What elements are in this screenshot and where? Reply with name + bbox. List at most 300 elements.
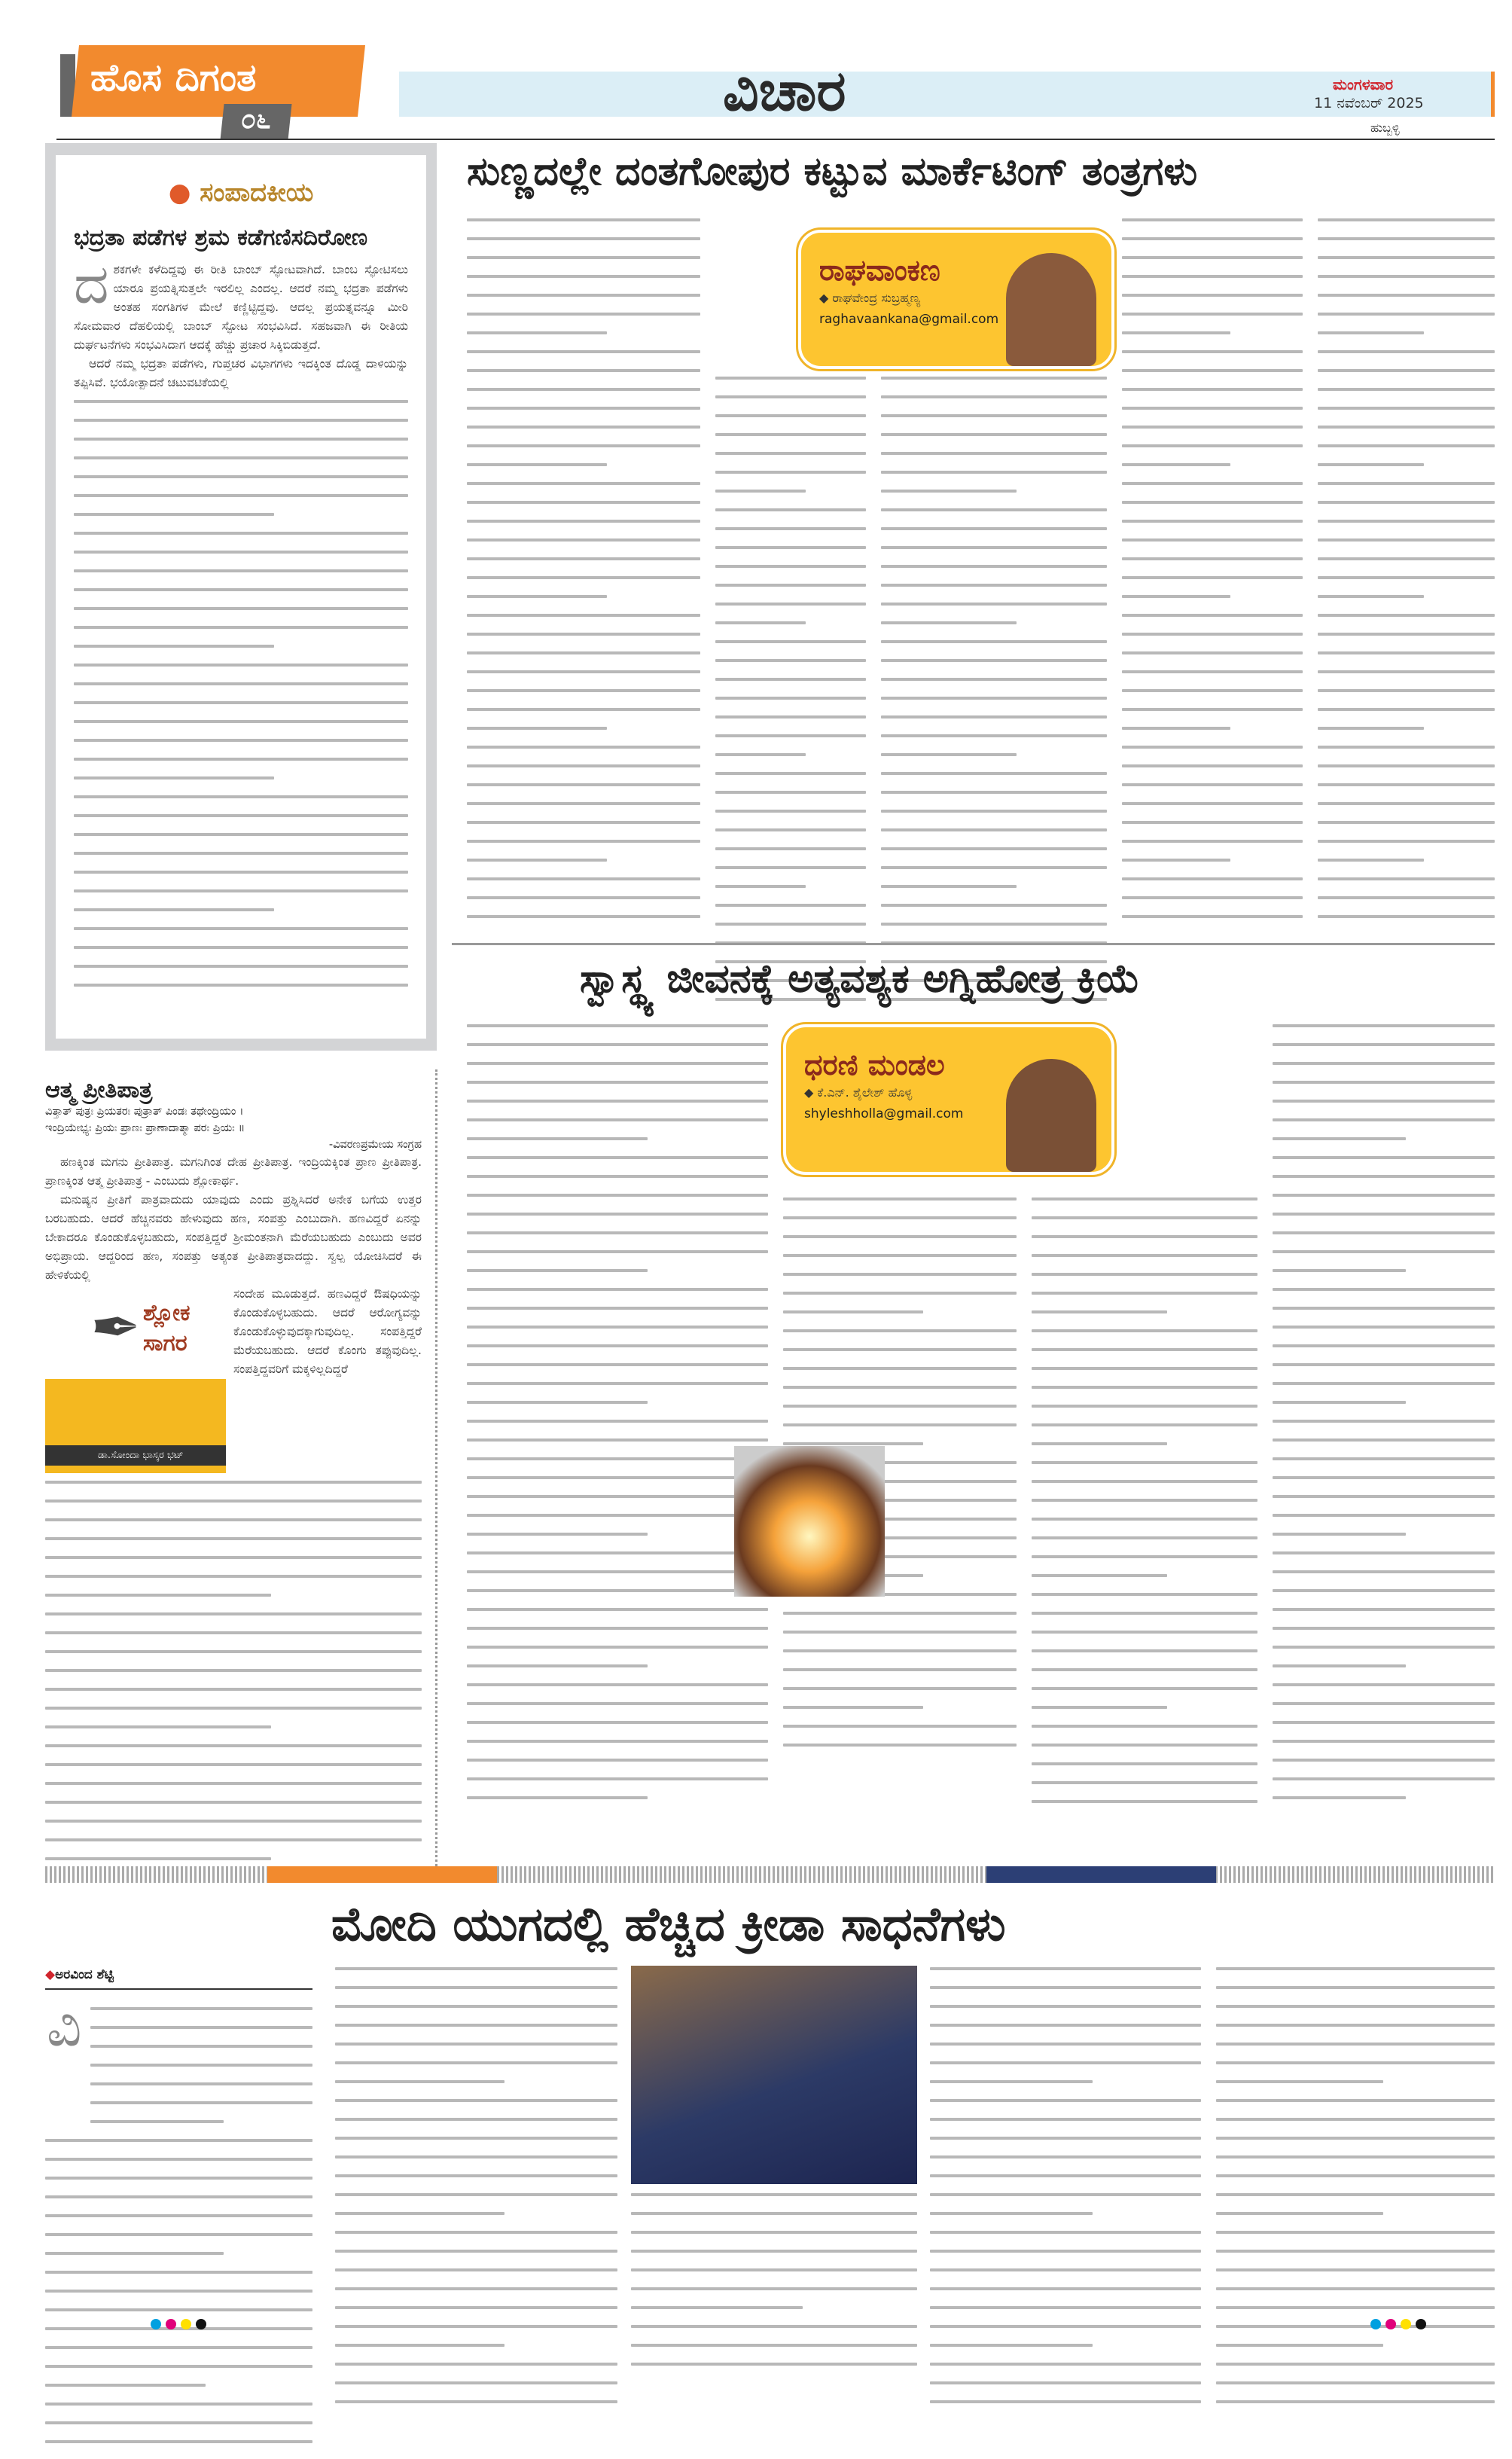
columnist-card <box>798 230 1114 369</box>
text-line <box>1032 1574 1167 1577</box>
text-line <box>467 764 700 767</box>
text-line <box>335 2099 617 2102</box>
text-line <box>335 2306 617 2309</box>
text-line <box>1318 331 1424 334</box>
text-line <box>467 1683 768 1686</box>
text-line <box>783 1197 1017 1201</box>
text-line <box>881 772 1107 775</box>
text-line <box>1273 1570 1495 1573</box>
header-rule <box>56 139 1495 140</box>
text-line <box>1318 915 1495 918</box>
text-line <box>1216 2212 1383 2215</box>
text-line <box>715 377 866 380</box>
text-line <box>467 1551 768 1554</box>
text-line <box>467 482 700 485</box>
text-line <box>715 414 866 417</box>
text-line <box>467 1175 768 1178</box>
text-line <box>1122 689 1303 692</box>
text-line <box>74 984 408 987</box>
lamp-icon: ● <box>168 178 191 208</box>
text-line <box>1122 350 1303 353</box>
text-line <box>1273 1382 1495 1385</box>
article1-headline: ಸುಣ್ಣದಲ್ಲೇ ದಂತಗೋಪುರ ಕಟ್ಟುವ ಮಾರ್ಕೆಟಿಂಗ್ ತಂತ್ರಗಳು <box>467 149 1198 194</box>
text-line <box>1273 1081 1495 1084</box>
text-line <box>1122 294 1303 297</box>
text-line <box>881 810 1107 813</box>
text-line <box>930 2061 1201 2064</box>
text-line <box>1216 2268 1495 2271</box>
text-line <box>74 852 408 855</box>
text-line <box>930 2174 1201 2177</box>
editorial-headline: ಭದ್ರತಾ ಪಡೆಗಳ ಶ್ರಮ ಕಡೆಗಣಿಸದಿರೋಣ <box>74 224 368 251</box>
text-line <box>74 965 408 968</box>
text-line <box>74 739 408 742</box>
text-line <box>930 2080 1093 2083</box>
body-text-column <box>631 2193 917 2381</box>
text-line <box>783 1367 1017 1370</box>
text-line <box>930 2268 1201 2271</box>
text-line <box>1122 727 1230 730</box>
text-line <box>1032 1536 1257 1539</box>
text-line <box>631 2193 917 2196</box>
text-line <box>1122 444 1303 447</box>
text-line <box>1216 2024 1495 2027</box>
agnihotra-photo <box>734 1446 885 1597</box>
text-line <box>1318 388 1495 391</box>
body-text-column <box>45 1481 422 1879</box>
newspaper-logo <box>45 45 399 139</box>
text-line <box>1318 708 1495 711</box>
text-line <box>930 2043 1201 2046</box>
text-line <box>930 2325 1201 2328</box>
text-line <box>715 715 866 718</box>
text-line <box>1273 1551 1495 1554</box>
text-line <box>1273 1796 1406 1799</box>
text-line <box>45 1556 422 1559</box>
text-line <box>1216 2099 1495 2102</box>
text-line <box>335 2005 617 2008</box>
registration-dots <box>1370 2318 1431 2332</box>
text-line <box>467 708 700 711</box>
text-line <box>335 1967 617 1970</box>
text-line <box>467 576 700 579</box>
text-line <box>1032 1329 1257 1332</box>
orange-bar <box>267 1866 497 1883</box>
text-line <box>74 758 408 761</box>
text-line <box>467 802 700 805</box>
text-line <box>467 1438 768 1442</box>
text-line <box>1318 369 1495 372</box>
text-line <box>1318 538 1495 542</box>
text-line <box>1273 1231 1495 1234</box>
editorial-body: ದಶಕಗಳೇ ಕಳೆದಿದ್ದವು ಈ ರೀತಿ ಬಾಂಬ್ ಸ್ಫೋಟವಾಗಿದೆ. ಬಾಂಬ ಸ್ಫೋಟಿಸಲು ಯಾರೂ ಪ್ರಯತ್ನಿಸುತ್ತಲೇ ಇರಲಿಲ್ಲ ಎಂದಲ್ಲ. ಆದರೆ ನಮ್ಮ ಭದ್ರತಾ ಪಡೆಗಳು ಅಂತಹ ಸಂಗತಿಗಳ ಮೇಲೆ ಕಣ್ಣಿಟ್ಟಿದ್ದವು. ಆದಲ್ಲ ಪ್ರಯತ್ನವನ್ನೂ ಮೀರಿ ಸೋಮವಾರ ದೆಹಲಿಯಲ್ಲಿ ಬಾಂಬ್ ಸ್ಫೋಟ ಸಂಭವಿಸಿದೆ. ಸಹಜವಾಗಿ ಈ ರೀತಿಯ ದುರ್ಘಟನೆಗಳು ಸಂಭವಿಸಿದಾಗ ಆದಕ್ಕೆ ಹೆಚ್ಚು ಪ್ರಚಾರ ಸಿಕ್ಕಿಬಿಡುತ್ತದೆ. ಆದರೆ ನಮ್ಮ ಭದ್ರತಾ ಪಡೆಗಳು, ಗುಪ್ತಚರ ವಿಭಾಗಗಳು ಇದಕ್ಕಿಂತ ದೊಡ್ಡ ದಾಳಿಯನ್ನು ತಪ್ಪಿಸಿವೆ. ಭಯೋತ್ಪಾದನೆ ಚಟುವಟಿಕೆಯಲ್ಲಿ <box>74 252 408 389</box>
text-line <box>467 520 700 523</box>
text-line <box>1032 1480 1257 1483</box>
verse-line: ಇಂದ್ರಿಯೇಭ್ಯಃ ಪ್ರಿಯಃ ಪ್ರಾಣಃ ಪ್ರಾಣಾದಾತ್ಮಾ ಪರಃ ಪ್ರಿಯಃ ॥ <box>45 1122 245 1134</box>
text-line <box>881 791 1107 794</box>
text-line <box>715 772 866 775</box>
body-text-column <box>1032 1197 1257 1819</box>
text-line <box>715 866 866 869</box>
text-line <box>1122 708 1303 711</box>
text-line <box>1318 501 1495 504</box>
text-line <box>467 633 700 636</box>
body-text-column <box>467 218 700 934</box>
text-line <box>45 1763 422 1766</box>
text-line <box>715 546 866 549</box>
text-line <box>930 2287 1201 2290</box>
text-line <box>45 2403 312 2406</box>
text-line <box>1032 1348 1257 1351</box>
text-line <box>783 1235 1017 1238</box>
author-name: ◆ ಕೆ.ಎನ್. ಶೈಲೇಶ್ ಹೊಳ್ಳ <box>804 1085 913 1100</box>
text-line <box>45 1707 422 1710</box>
text-line <box>467 1118 768 1121</box>
text-line <box>1216 2137 1495 2140</box>
text-line <box>1216 2250 1495 2253</box>
text-line <box>1318 407 1495 410</box>
text-line <box>1032 1499 1257 1502</box>
text-line <box>45 1820 422 1823</box>
text-line <box>881 715 1107 718</box>
text-line <box>1273 1476 1495 1479</box>
text-line <box>715 471 866 474</box>
text-line <box>1122 256 1303 259</box>
text-line <box>930 2231 1201 2234</box>
text-line <box>1318 821 1495 824</box>
text-line <box>74 588 408 591</box>
body-text-column <box>930 1967 1201 2419</box>
text-line <box>881 866 1107 869</box>
text-line <box>715 527 866 530</box>
author-email[interactable]: raghavaankana@gmail.com <box>819 312 999 327</box>
author-photo <box>1006 1059 1096 1172</box>
text-line <box>467 896 700 899</box>
text-line <box>1273 1344 1495 1347</box>
text-line <box>1122 783 1303 786</box>
paper-name: ಹೊಸ ದಿಗಂತ <box>90 56 257 99</box>
shloka-headline: ಆತ್ಮ ಪ್ರೀತಿಪಾತ್ರ <box>45 1077 153 1103</box>
text-line <box>467 595 607 598</box>
body-text-column <box>467 1024 768 1815</box>
text-line <box>715 508 866 511</box>
text-line <box>467 1137 648 1140</box>
text-line <box>881 414 1107 417</box>
editorial-label: ● ಸಂಪಾದಕೀಯ <box>168 178 314 208</box>
text-line <box>1273 1024 1495 1027</box>
text-line <box>1122 802 1303 805</box>
text-line <box>45 1669 422 1672</box>
text-line <box>1122 576 1303 579</box>
text-line <box>1122 501 1303 504</box>
text-line <box>1273 1401 1406 1404</box>
text-line <box>1318 520 1495 523</box>
text-line <box>45 1537 422 1540</box>
text-line <box>335 2155 617 2158</box>
text-line <box>335 2118 617 2121</box>
text-line <box>467 369 700 372</box>
text-line <box>715 828 866 831</box>
text-line <box>1032 1762 1257 1765</box>
text-line <box>45 1575 422 1578</box>
text-line <box>1273 1664 1406 1667</box>
verse-line: ವಿತ್ತಾತ್ ಪುತ್ರಃ ಪ್ರಿಯತರಃ ಪುತ್ರಾತ್ ಪಿಂಡಃ ತಥೇಂದ್ರಿಯಂ । <box>45 1106 244 1118</box>
text-line <box>715 885 806 888</box>
text-line <box>467 407 700 410</box>
text-line <box>783 1405 1017 1408</box>
text-line <box>930 2250 1201 2253</box>
date: 11 ನವೆಂಬರ್ 2025 <box>1314 95 1424 111</box>
text-line <box>930 2155 1201 2158</box>
author-email[interactable]: shyleshholla@gmail.com <box>804 1106 964 1121</box>
text-line <box>715 584 866 587</box>
decorative-stripe <box>45 1866 1495 1883</box>
text-line <box>467 1495 768 1498</box>
text-line <box>881 395 1107 398</box>
text-line <box>1318 783 1495 786</box>
text-line <box>1318 670 1495 673</box>
text-line <box>74 889 408 892</box>
text-line <box>467 444 700 447</box>
body-text-column <box>74 400 408 987</box>
text-line <box>335 2268 617 2271</box>
text-line <box>1273 1702 1495 1705</box>
text-line <box>45 1782 422 1785</box>
column-divider <box>435 1069 437 1875</box>
text-line <box>1318 859 1424 862</box>
logo-title: ಶ್ಲೋಕ <box>143 1300 191 1326</box>
text-line <box>1216 2193 1495 2196</box>
text-line <box>1032 1273 1257 1276</box>
text-line <box>715 433 866 436</box>
text-line <box>930 2400 1201 2403</box>
text-line <box>631 2344 917 2347</box>
text-line <box>1318 350 1495 353</box>
text-line <box>45 2421 312 2424</box>
text-line <box>335 2024 617 2027</box>
text-line <box>1032 1254 1257 1257</box>
text-line <box>45 2346 312 2349</box>
text-line <box>90 2101 312 2104</box>
text-line <box>1122 614 1303 617</box>
shloka-sagara-logo <box>45 1285 226 1473</box>
text-line <box>1273 1043 1495 1046</box>
text-line <box>45 1518 422 1521</box>
text-line <box>1122 670 1303 673</box>
text-line <box>1273 1250 1495 1253</box>
text-line <box>467 1024 768 1027</box>
text-line <box>467 1476 768 1479</box>
text-line <box>881 697 1107 700</box>
text-line <box>467 1608 768 1611</box>
text-line <box>715 640 866 643</box>
text-line <box>467 1759 768 1762</box>
text-line <box>467 1081 768 1084</box>
text-line <box>45 1838 422 1841</box>
text-line <box>1216 2400 1495 2403</box>
text-line <box>783 1687 1017 1690</box>
text-line <box>335 2212 505 2215</box>
text-line <box>1318 294 1495 297</box>
text-line <box>1122 463 1230 466</box>
text-line <box>74 682 408 685</box>
text-line <box>335 2325 617 2328</box>
text-line <box>783 1706 923 1709</box>
edition-city: ಹುಬ್ಬಳ್ಳಿ <box>1370 121 1400 135</box>
text-line <box>1318 689 1495 692</box>
body-text-column <box>881 377 1107 1017</box>
text-line <box>45 2214 312 2217</box>
text-line <box>467 1627 768 1630</box>
text-line <box>467 1307 768 1310</box>
text-line <box>881 678 1107 681</box>
text-line <box>467 1194 768 1197</box>
text-line <box>467 1288 768 1291</box>
text-line <box>45 1801 422 1804</box>
text-line <box>45 1631 422 1634</box>
text-line <box>1273 1156 1495 1159</box>
text-line <box>467 1043 768 1046</box>
text-line <box>1216 2306 1495 2309</box>
text-line <box>74 833 408 836</box>
text-line <box>335 2137 617 2140</box>
text-line <box>74 871 408 874</box>
text-line <box>1122 840 1303 843</box>
text-line <box>467 1570 768 1573</box>
text-line <box>1032 1593 1257 1596</box>
text-line <box>467 1740 768 1743</box>
text-line <box>467 915 700 918</box>
text-line <box>45 1744 422 1747</box>
text-line <box>467 538 700 542</box>
text-line <box>1216 2043 1495 2046</box>
text-line <box>1273 1777 1495 1780</box>
text-line <box>1273 1457 1495 1460</box>
text-line <box>631 2231 917 2234</box>
text-line <box>1273 1589 1495 1592</box>
text-line <box>783 1348 1017 1351</box>
text-line <box>74 400 408 403</box>
editorial-box <box>45 143 437 1051</box>
text-line <box>715 810 866 813</box>
text-line <box>1122 313 1303 316</box>
text-line <box>1273 1420 1495 1423</box>
text-line <box>74 475 408 478</box>
text-line <box>335 2400 617 2403</box>
text-line <box>1032 1612 1257 1615</box>
day: ಮಂಗಳವಾರ <box>1333 75 1394 93</box>
text-line <box>930 2381 1201 2384</box>
text-line <box>715 697 866 700</box>
text-line <box>1122 538 1303 542</box>
text-line <box>1032 1216 1257 1219</box>
text-line <box>930 2137 1201 2140</box>
text-line <box>1273 1288 1495 1291</box>
text-line <box>467 727 607 730</box>
text-line <box>1032 1197 1257 1201</box>
text-line <box>1032 1631 1257 1634</box>
text-line <box>715 734 866 737</box>
text-line <box>1318 614 1495 617</box>
text-line <box>90 2026 312 2029</box>
text-line <box>881 659 1107 662</box>
text-line <box>1273 1269 1406 1272</box>
text-line <box>74 456 408 459</box>
body-text-column <box>1273 1024 1495 1815</box>
author-photo <box>1006 253 1096 366</box>
text-line <box>1318 840 1495 843</box>
text-line <box>715 490 806 493</box>
article3-headline: ಮೋದಿ ಯುಗದಲ್ಲಿ ಹೆಚ್ಚಿದ ಕ್ರೀಡಾ ಸಾಧನೆಗಳು <box>331 1896 1006 1951</box>
text-line <box>1216 2005 1495 2008</box>
text-line <box>783 1254 1017 1257</box>
text-line <box>74 551 408 554</box>
text-line <box>1318 557 1495 560</box>
text-line <box>45 2252 206 2255</box>
body-text-column <box>715 377 866 1017</box>
text-line <box>467 1100 768 1103</box>
text-line <box>1122 915 1303 918</box>
text-line <box>1216 2080 1383 2083</box>
text-line <box>45 1500 422 1503</box>
text-line <box>1273 1118 1495 1121</box>
text-line <box>45 1688 422 1691</box>
text-line <box>1032 1461 1257 1464</box>
text-line <box>1273 1721 1495 1724</box>
text-line <box>45 2271 312 2274</box>
text-line <box>1032 1292 1257 1295</box>
text-line <box>335 2080 505 2083</box>
text-line <box>930 1986 1201 1989</box>
text-line <box>715 452 866 455</box>
text-line <box>930 2099 1201 2102</box>
text-line <box>783 1216 1017 1219</box>
text-line <box>715 923 866 926</box>
text-line <box>467 1156 768 1159</box>
text-line <box>783 1273 1017 1276</box>
text-line <box>1273 1100 1495 1103</box>
text-line <box>715 904 866 907</box>
text-line <box>1032 1800 1257 1803</box>
text-line <box>467 1533 648 1536</box>
text-line <box>881 828 1107 831</box>
text-line <box>930 2306 1201 2309</box>
text-line <box>1216 2363 1495 2366</box>
text-line <box>1122 877 1303 880</box>
text-line <box>45 2440 312 2443</box>
text-line <box>715 395 866 398</box>
text-line <box>631 2325 917 2328</box>
section-title: ವಿಚಾರ <box>723 59 846 124</box>
quill-icon: ✒ <box>90 1292 142 1362</box>
article2-headline: ಸ್ವಾಸ್ಥ್ಯ ಜೀವನಕ್ಕೆ ಅತ್ಯವಶ್ಯಕ ಅಗ್ನಿಹೋತ್ರ ಕ್ರಿಯೆ <box>580 956 1140 1002</box>
text-line <box>881 753 1017 756</box>
text-line <box>45 2139 312 2142</box>
text-line <box>631 2250 917 2253</box>
text-line <box>335 2363 617 2366</box>
text-line <box>1122 369 1303 372</box>
text-line <box>467 294 700 297</box>
text-line <box>881 603 1107 606</box>
text-line <box>1318 896 1495 899</box>
text-line <box>467 350 700 353</box>
text-line <box>467 275 700 278</box>
drop-cap: ವಿ <box>47 1995 82 2058</box>
text-line <box>335 2250 617 2253</box>
text-line <box>1273 1608 1495 1611</box>
article3-byline: ◆ಅರವಿಂದ ಶೆಟ್ಟಿ <box>45 1967 312 1990</box>
text-line <box>1032 1555 1257 1558</box>
